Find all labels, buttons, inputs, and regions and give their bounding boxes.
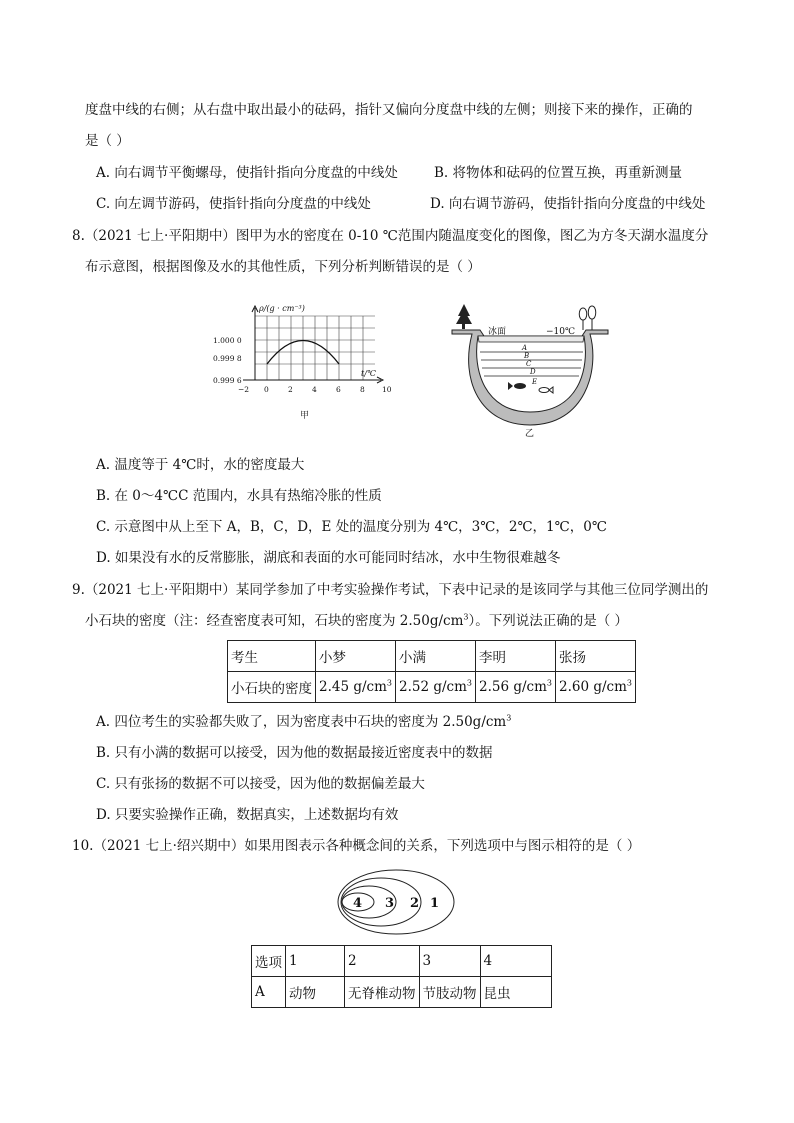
density-graph-xtick: 4 — [312, 385, 317, 394]
concept-nesting-diagram — [336, 866, 466, 938]
table-row — [228, 672, 636, 703]
concept-label: 3 — [385, 896, 395, 911]
q8-stem-line1: 8.（2021 七上·平阳期中）图甲为水的密度在 0-10 ℃范围内随温度变化的图像，图乙为方冬天湖水温度分 — [72, 228, 709, 244]
table-cell: 张扬 — [556, 641, 636, 672]
q7-option-c: C. 向左调节游码，使指针指向分度盘的中线处 — [96, 196, 371, 212]
q9-option-b: B. 只有小满的数据可以接受，因为他的数据最接近密度表中的数据 — [96, 745, 493, 761]
q7-stem-end: 是（ ） — [85, 133, 130, 149]
lake-diagram-figure — [450, 300, 610, 440]
table-row — [252, 946, 552, 977]
table-cell: 2.60 $g/cm^3$ — [556, 672, 636, 703]
table-cell: 节肢动物 — [419, 977, 480, 1008]
q9-option-a: A. 四位考生的实验都失败了，因为密度表中石块的密度为 $2.50g/cm^3$ — [96, 713, 512, 730]
table-cell: 小满 — [396, 641, 476, 672]
lake-point-label: D — [530, 368, 536, 376]
density-graph-figure — [205, 300, 395, 430]
q9-stem-line1: 9.（2021 七上·平阳期中）某同学参加了中考实验操作考试，下表中记录的是该同学与其他三位同学测出的 — [72, 582, 709, 598]
table-cell: 2.45 $g/cm^3$ — [316, 672, 396, 703]
density-graph-caption: 甲 — [300, 411, 310, 421]
q9-stem-line2: 小石块的密度（注：经查密度表可知，石块的密度为 $2.50g/cm^3$）。下列说法正确的是（ ） — [85, 612, 629, 629]
table-cell: 无脊椎动物 — [345, 977, 420, 1008]
q8-stem-line2: 布示意图，根据图像及水的其他性质，下列分析判断错误的是（ ） — [85, 259, 481, 275]
table-cell: 1 — [286, 946, 345, 977]
density-graph-ytick: 0.999 8 — [213, 354, 242, 363]
density-graph-xtick: 6 — [336, 385, 341, 394]
density-graph-xtick: 0 — [264, 385, 269, 394]
table-cell: 3 — [419, 946, 480, 977]
lake-diagram-caption: 乙 — [525, 429, 535, 439]
density-graph-xtick: 2 — [288, 385, 293, 394]
table-cell: 小石块的密度 — [228, 672, 316, 703]
lake-point-label: B — [524, 352, 530, 360]
q8-option-b: B. 在 0～4℃C 范围内，水具有热缩冷胀的性质 — [96, 488, 382, 504]
table-cell: 2.52 $g/cm^3$ — [396, 672, 476, 703]
density-graph-xtick: 8 — [360, 385, 365, 394]
q9-option-d: D. 只要实验操作正确，数据真实，上述数据均有效 — [96, 807, 399, 823]
lake-point-label: A — [522, 344, 528, 352]
lake-ice-label: 冰面 — [488, 327, 507, 337]
q10-stem-line1: 10.（2021 七上·绍兴期中）如果用图表示各种概念间的关系，下列选项中与图示相符的是（ ） — [72, 838, 641, 854]
density-graph-ytick: 1.000 0 — [213, 336, 242, 345]
lake-point-label: E — [532, 378, 538, 386]
table-cell: A — [252, 977, 286, 1008]
q7-option-a: A. 向右调节平衡螺母，使指针指向分度盘的中线处 — [96, 165, 398, 181]
concept-label: 1 — [430, 896, 440, 911]
q8-option-a: A. 温度等于 4℃时，水的密度最大 — [96, 457, 305, 473]
tree-icon — [456, 304, 472, 329]
q10-options-table — [251, 945, 552, 1008]
q9-option-c: C. 只有张扬的数据不可以接受，因为他的数据偏差最大 — [96, 776, 425, 792]
table-cell: 4 — [480, 946, 551, 977]
lake-temp-label: −10℃ — [546, 327, 576, 337]
density-graph-ytick: 0.999 6 — [213, 376, 242, 385]
q7-option-b: B. 将物体和砝码的位置互换，再重新测量 — [434, 165, 683, 181]
table-cell: 李明 — [476, 641, 556, 672]
density-graph-xtick: −2 — [238, 385, 250, 394]
concept-label: 2 — [410, 896, 420, 911]
table-cell: 选项 — [252, 946, 286, 977]
table-cell: 2 — [345, 946, 420, 977]
q7-stem-continuation: 度盘中线的右侧；从右盘中取出最小的砝码，指针又偏向分度盘中线的左侧；则接下来的操作，正确的 — [85, 102, 693, 118]
density-graph-xlabel: t/℃ — [361, 369, 376, 378]
table-row — [252, 977, 552, 1008]
table-cell: 考生 — [228, 641, 316, 672]
q8-option-d: D. 如果没有水的反常膨胀，湖底和表面的水可能同时结冰，水中生物很难越冬 — [96, 550, 561, 566]
table-cell: 昆虫 — [480, 977, 551, 1008]
q9-density-table — [227, 640, 636, 703]
concept-label: 4 — [353, 896, 363, 911]
tree-icon — [579, 306, 596, 330]
table-cell: 2.56 $g/cm^3$ — [476, 672, 556, 703]
table-cell: 动物 — [286, 977, 345, 1008]
q7-option-d: D. 向右调节游码，使指针指向分度盘的中线处 — [430, 196, 706, 212]
table-cell: 小梦 — [316, 641, 396, 672]
density-graph-xtick: 10 — [382, 385, 392, 394]
table-row — [228, 641, 636, 672]
density-graph-ylabel: ρ/(g · cm⁻³) — [259, 304, 305, 313]
q8-option-c: C. 示意图中从上至下 A，B，C，D，E 处的温度分别为 4℃，3℃，2℃，1℃，0℃ — [96, 519, 607, 535]
lake-point-label: C — [526, 360, 532, 368]
